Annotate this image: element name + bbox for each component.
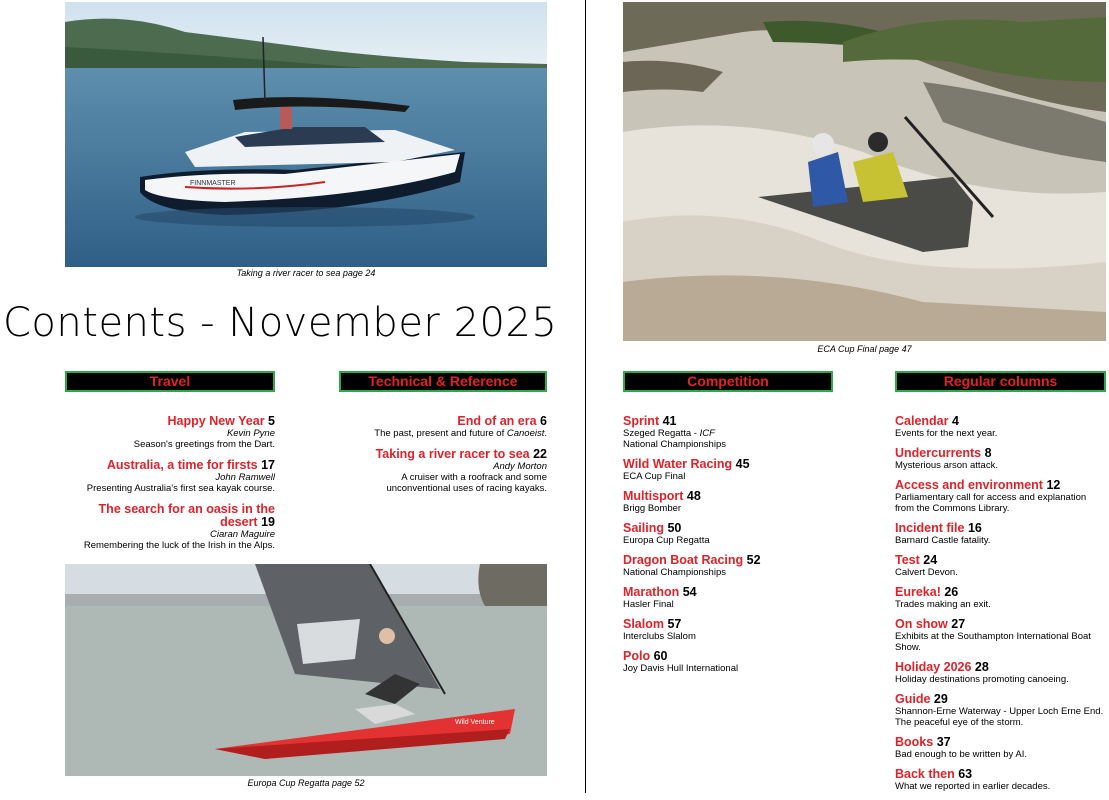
list-item[interactable] — [65, 415, 275, 450]
list-item[interactable] — [339, 415, 547, 439]
entry-author: Kevin Pyne — [226, 428, 275, 439]
list-item[interactable] — [895, 661, 1106, 685]
section-header-technical: Technical & Reference — [339, 371, 547, 392]
entry-title: Incident file — [895, 521, 965, 535]
entry-page: 24 — [923, 553, 938, 567]
list-item[interactable] — [895, 586, 1106, 610]
entry-page: 50 — [667, 521, 682, 535]
entry-title: Back then — [895, 767, 955, 781]
list-item[interactable] — [895, 479, 1106, 514]
entry-title: Happy New Year — [167, 414, 265, 428]
entry-description: A cruiser with a roofrack and some unconventional uses of racing kayaks. — [386, 472, 547, 494]
entry-title: Access and environment — [895, 478, 1043, 492]
canoe-photo-caption: ECA Cup Final page 47 — [817, 344, 912, 354]
entry-page: 8 — [984, 446, 992, 460]
technical-column — [339, 415, 547, 503]
entry-description: National Championships — [623, 567, 726, 578]
entry-page: 28 — [974, 660, 989, 674]
entry-description: Trades making an exit. — [895, 599, 991, 610]
list-item[interactable] — [895, 522, 1106, 546]
entry-title: The search for an oasis in the desert — [98, 502, 275, 529]
entry-description: Szeged Regatta - ICF — [623, 428, 715, 439]
entry-page: 19 — [261, 515, 275, 529]
list-item[interactable] — [623, 586, 838, 610]
entry-title: Multisport — [623, 489, 684, 503]
entry-description: The past, present and future of Canoeist. — [374, 428, 547, 439]
entry-description: Holiday destinations promoting canoeing. — [895, 674, 1069, 685]
entry-description: Brigg Bomber — [623, 503, 682, 514]
entry-description: Events for the next year. — [895, 428, 998, 439]
entry-description: Presenting Australia's first sea kayak course. — [86, 483, 275, 494]
entry-title: Guide — [895, 692, 931, 706]
list-item[interactable] — [623, 458, 838, 482]
entry-page: 27 — [951, 617, 966, 631]
entry-page: 29 — [933, 692, 948, 706]
entry-title: Books — [895, 735, 934, 749]
entry-title: Holiday 2026 — [895, 660, 972, 674]
entry-title: Calendar — [895, 414, 949, 428]
list-item[interactable] — [895, 768, 1106, 792]
regular-columns-column — [895, 415, 1106, 800]
entry-description: Bad enough to be written by AI. — [895, 749, 1028, 760]
list-item[interactable] — [623, 415, 838, 450]
entry-page: 5 — [268, 414, 275, 428]
entry-page: 57 — [667, 617, 682, 631]
page-title: Contents - November 2025 — [3, 300, 558, 346]
entry-page: 26 — [944, 585, 959, 599]
entry-page: 63 — [958, 767, 973, 781]
entry-description: Interclubs Slalom — [623, 631, 696, 642]
entry-title: Sprint — [623, 414, 660, 428]
entry-author: Ciaran Maguire — [210, 529, 275, 540]
entry-title: Test — [895, 553, 920, 567]
list-item[interactable] — [623, 522, 838, 546]
entry-page: 16 — [967, 521, 982, 535]
list-item[interactable] — [623, 650, 838, 674]
list-item[interactable] — [623, 618, 838, 642]
entry-page: 4 — [951, 414, 959, 428]
entry-title: Polo — [623, 649, 651, 663]
boat-hull-text: FINNMASTER — [190, 180, 236, 187]
entry-description: National Championships — [623, 439, 726, 450]
sail-hull-text: Wild Venture — [455, 719, 495, 726]
list-item[interactable] — [65, 503, 275, 551]
entry-description: Shannon-Erne Waterway - Upper Loch Erne End. The peaceful eye of the storm. — [895, 706, 1104, 728]
entry-title: Wild Water Racing — [623, 457, 733, 471]
section-header-travel: Travel — [65, 371, 275, 392]
photo-motor-cruiser — [65, 2, 547, 267]
list-item[interactable] — [895, 554, 1106, 578]
page-gutter-divider — [585, 0, 586, 793]
entry-page: 52 — [746, 553, 761, 567]
entry-page: 37 — [936, 735, 951, 749]
entry-description: Hasler Final — [623, 599, 674, 610]
entry-title: Australia, a time for firsts — [106, 458, 258, 472]
entry-author: Andy Morton — [493, 461, 547, 472]
entry-page: 17 — [261, 458, 275, 472]
list-item[interactable] — [623, 490, 838, 514]
entry-title: End of an era — [457, 414, 537, 428]
entry-page: 6 — [540, 414, 547, 428]
entry-description: Exhibits at the Southampton International Boat Show. — [895, 631, 1091, 653]
entry-title: Marathon — [623, 585, 680, 599]
entry-description: Calvert Devon. — [895, 567, 958, 578]
entry-description: Mysterious arson attack. — [895, 460, 998, 471]
entry-description: Parliamentary call for access and explanation from the Commons Library. — [895, 492, 1087, 514]
entry-author: John Ramwell — [215, 472, 275, 483]
entry-page: 12 — [1046, 478, 1061, 492]
photo-canoe-rapids — [623, 2, 1106, 341]
list-item[interactable] — [895, 618, 1106, 653]
entry-page: 41 — [662, 414, 677, 428]
competition-column — [623, 415, 838, 682]
entry-title: Eureka! — [895, 585, 941, 599]
entry-page: 45 — [735, 457, 750, 471]
entry-title: Taking a river racer to sea — [375, 447, 530, 461]
list-item[interactable] — [895, 693, 1106, 728]
entry-description: Remembering the luck of the Irish in the Alps. — [83, 540, 275, 551]
sailing-photo-caption: Europa Cup Regatta page 52 — [247, 778, 365, 788]
entry-title: Slalom — [623, 617, 664, 631]
entry-description: ECA Cup Final — [623, 471, 686, 482]
list-item[interactable] — [65, 459, 275, 494]
entry-title: Dragon Boat Racing — [623, 553, 744, 567]
section-header-regular: Regular columns — [895, 371, 1106, 392]
travel-column — [65, 415, 275, 560]
boat-photo-caption: Taking a river racer to sea page 24 — [236, 268, 376, 278]
entry-title: Sailing — [623, 521, 664, 535]
entry-page: 22 — [533, 447, 547, 461]
list-item[interactable] — [623, 554, 838, 578]
entry-description: Joy Davis Hull International — [623, 663, 739, 674]
photo-sailing-dinghy — [65, 564, 547, 776]
entry-page: 60 — [653, 649, 668, 663]
entry-title: Undercurrents — [895, 446, 982, 460]
entry-description: Barnard Castle fatality. — [895, 535, 991, 546]
list-item[interactable] — [895, 447, 1106, 471]
entry-description: Season's greetings from the Dart. — [133, 439, 275, 450]
entry-description: What we reported in earlier decades. — [895, 781, 1051, 792]
list-item[interactable] — [895, 736, 1106, 760]
list-item[interactable] — [339, 448, 547, 494]
entry-page: 48 — [686, 489, 701, 503]
entry-description: Europa Cup Regatta — [623, 535, 710, 546]
entry-page: 54 — [682, 585, 697, 599]
list-item[interactable] — [895, 415, 1106, 439]
entry-title: On show — [895, 617, 948, 631]
section-header-competition: Competition — [623, 371, 833, 392]
